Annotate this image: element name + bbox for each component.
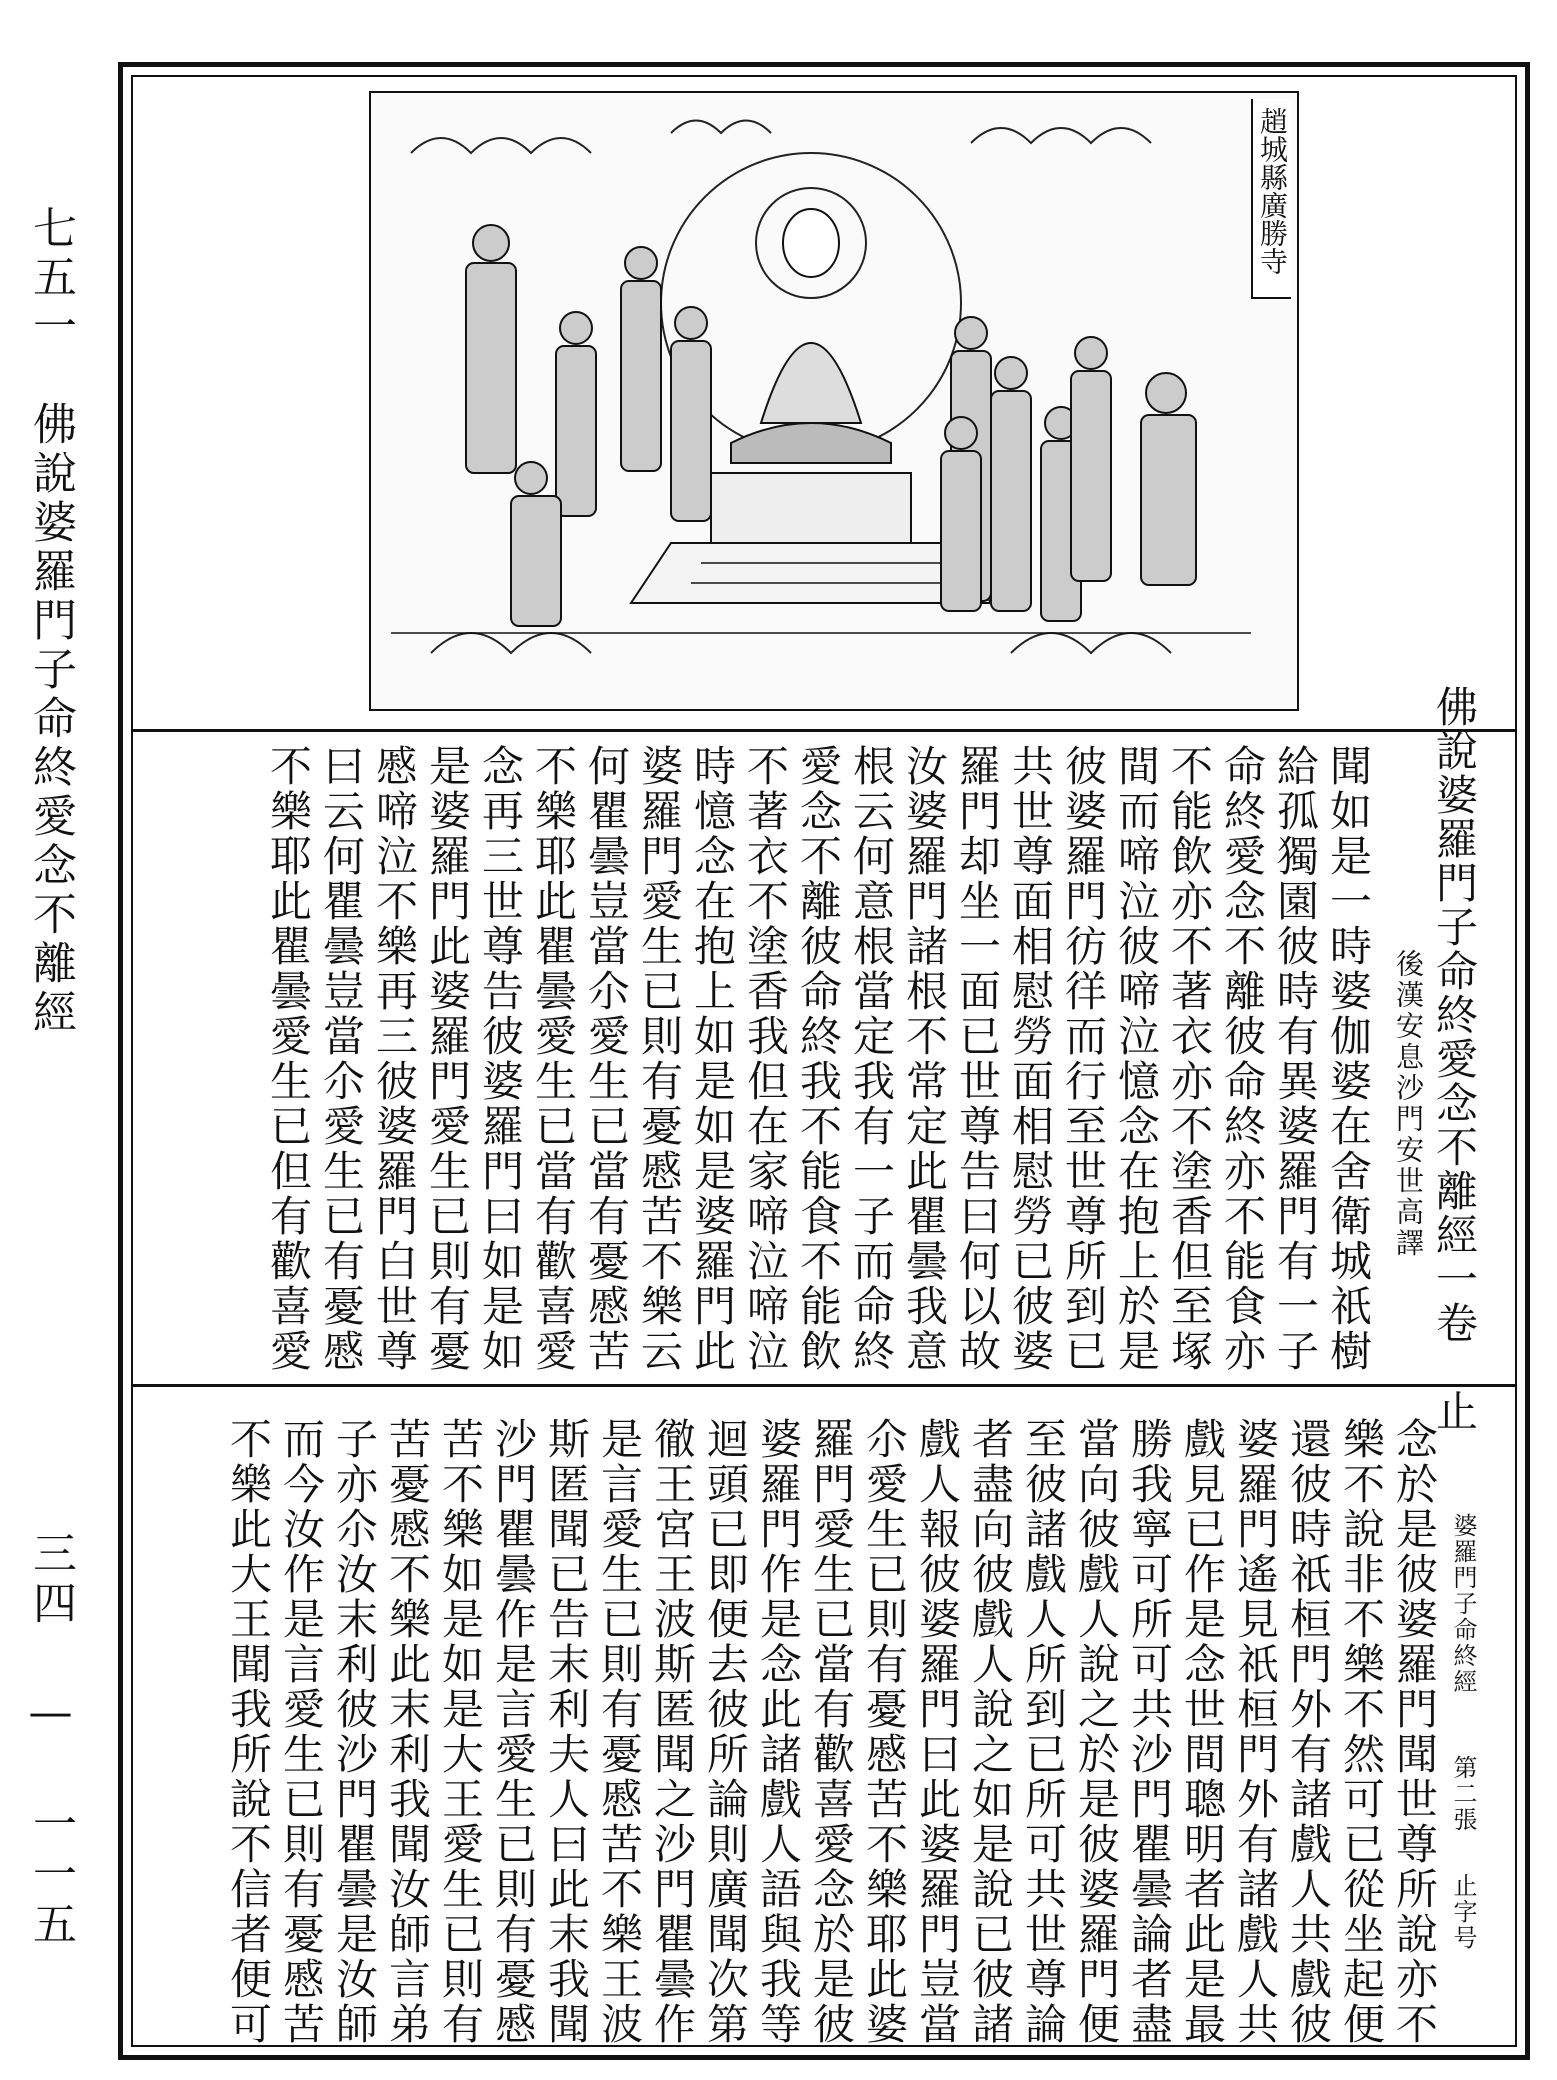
text-column: 沙門瞿曇作是言愛生已則有憂慼 [489,1417,538,2047]
text-column: 婆羅門作是念此諸戲人語與我等 [754,1417,803,2047]
temple-caption-text: 趙城縣廣勝寺 [1256,107,1289,275]
text-column: 羅門愛生已當有歡喜愛念於是彼 [807,1417,856,2047]
page-frame [118,62,1530,2060]
text-column: 戲見已作是念世間聰明者此是最 [1178,1417,1227,2047]
text-column: 給孤獨園彼時有異婆羅門有一子 [1271,744,1320,1374]
header-mark: 止字号 [1449,1873,1477,1951]
divider-rule [133,729,1515,732]
text-column: 斯匿聞已告末利夫人曰此末我聞 [542,1417,591,2047]
text-column: 時憶念在抱上如是如是婆羅門此 [688,744,737,1374]
text-column: 慼啼泣不樂再三彼婆羅門白世尊 [370,744,419,1374]
text-column: 曰云何瞿曇豈當尒愛生已有憂慼 [317,744,366,1374]
text-column: 者盡向彼戲人說之如是說已彼諸 [966,1417,1015,2047]
text-column: 不能飲亦不著衣亦不塗香但至塚 [1165,744,1214,1374]
text-column: 苦憂慼不樂此末利我聞汝師言弟 [383,1417,432,2047]
text-column: 樂不說非不樂不然可已從坐起便 [1337,1417,1386,2047]
text-column: 是言愛生已則有憂慼苦不樂王波 [595,1417,644,2047]
text-column: 不樂耶此瞿曇愛生已但有歡喜愛 [264,744,313,1374]
margin-page-number: 三四 — 一一五 [25,1530,76,1951]
text-column: 苦不樂如是如是大王愛生已則有 [436,1417,485,2047]
text-column: 愛念不離彼命終我不能食不能飲 [794,744,843,1374]
text-column: 尒愛生已則有憂慼苦不樂耶此婆 [860,1417,909,2047]
header-title: 婆羅門子命終經 [1449,1513,1477,1695]
margin-sutra-title: 七五一 佛說婆羅門子命終愛念不離經 [25,205,76,1038]
text-column: 間而啼泣彼啼泣憶念在抱上於是 [1112,744,1161,1374]
text-column: 子亦尒汝末利彼沙門瞿曇是汝師 [330,1417,379,2047]
inner-frame [131,75,1517,2047]
temple-caption-box [1251,99,1291,299]
text-column: 迴頭已即便去彼所論則廣聞次第 [701,1417,750,2047]
text-column: 根云何意根當定我有一子而命終 [847,744,896,1374]
text-column: 聞如是一時婆伽婆在舍衛城祇樹 [1324,744,1373,1374]
header-page: 第二張 [1449,1755,1477,1833]
text-column: 而今汝作是言愛生已則有憂慼苦 [277,1417,326,2047]
divider-rule [133,1384,1515,1387]
text-column: 至彼諸戲人所到已所可共世尊論 [1019,1417,1068,2047]
text-column: 命終愛念不離彼命終亦不能食亦 [1218,744,1267,1374]
text-column: 婆羅門愛生已則有憂慼苦不樂云 [635,744,684,1374]
text-column: 婆羅門遙見祇桓門外有諸戲人共 [1231,1417,1280,2047]
text-column: 還彼時祇桓門外有諸戲人共戲彼 [1284,1417,1333,2047]
text-column: 羅門却坐一面已世尊告曰何以故 [953,744,1002,1374]
text-column: 彼婆羅門彷徉而行至世尊所到已 [1059,744,1108,1374]
buddha-assembly-drawing [371,93,1297,709]
translator-line: 後漢安息沙門安世高譯 [1392,949,1425,1259]
text-panel-2 [173,1407,1475,2057]
text-column: 當向彼戲人說之於是彼婆羅門便 [1072,1417,1121,2047]
running-header [1435,1407,1475,2057]
text-column: 不樂耶此瞿曇愛生已當有歡喜愛 [529,744,578,1374]
text-column: 勝我寧可所可共沙門瞿曇論者盡 [1125,1417,1174,2047]
text-column: 戲人報彼婆羅門曰此婆羅門豈當 [913,1417,962,2047]
sutra-title: 佛說婆羅門子命終愛念不離經一卷 止 [1430,685,1479,1433]
frontispiece-illustration [369,91,1299,711]
text-column: 念於是彼婆羅門聞世尊所說亦不 [1390,1417,1439,2047]
text-column: 不著衣不塗香我但在家啼泣啼泣 [741,744,790,1374]
text-column: 何瞿曇豈當尒愛生已當有憂慼苦 [582,744,631,1374]
text-column: 念再三世尊告彼婆羅門曰如是如 [476,744,525,1374]
text-column: 不樂此大王聞我所說不信者便可 [224,1417,273,2047]
text-panel-1 [173,685,1479,1433]
text-column: 是婆羅門此婆羅門愛生已則有憂 [423,744,472,1374]
text-column: 共世尊面相慰勞面相慰勞已彼婆 [1006,744,1055,1374]
text-column: 汝婆羅門諸根不常定此瞿曇我意 [900,744,949,1374]
text-column: 徹王宮王波斯匿聞之沙門瞿曇作 [648,1417,697,2047]
